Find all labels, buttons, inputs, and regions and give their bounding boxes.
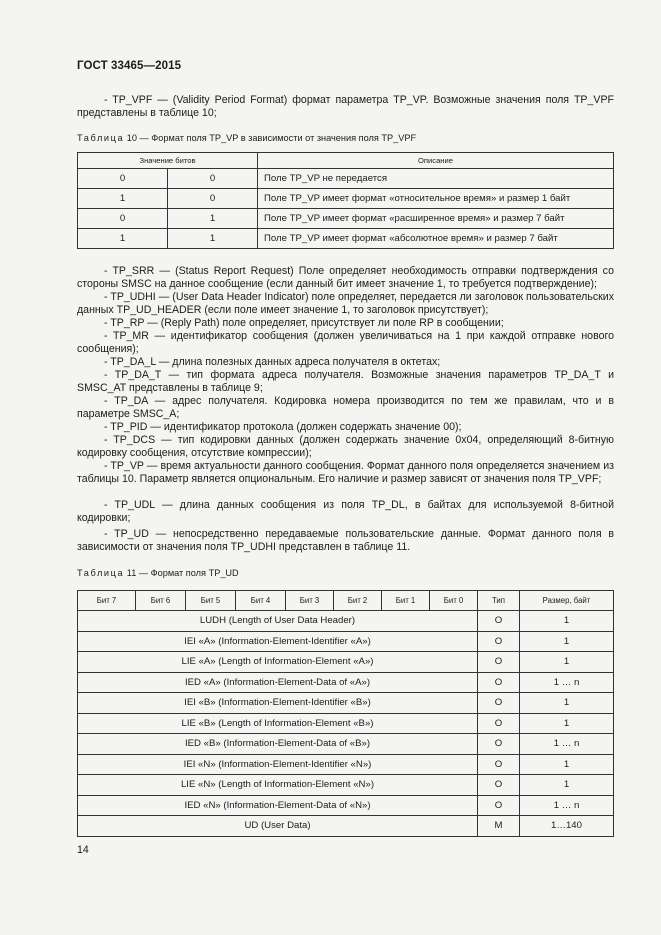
body-paragraph: - TP_DA_T — тип формата адреса получателя. Возможные значения параметров TP_DA_T и SMSC_AT представлены в таблице 9; xyxy=(77,369,614,394)
table10-caption-text: 10 — Формат поля TP_VP в зависимости от значения поля TP_VPF xyxy=(124,133,417,143)
table-row xyxy=(78,209,614,229)
table11-cell-type: O xyxy=(478,652,520,673)
table11 xyxy=(77,590,614,837)
table11-cell-size: 1 xyxy=(520,775,614,796)
table11-cell-field: LIE «B» (Length of Information-Element «B») xyxy=(78,713,478,734)
table10-cell-description: Поле TP_VP имеет формат «абсолютное время» и размер 7 байт xyxy=(258,229,614,249)
table11-caption-label: Таблица xyxy=(77,568,125,578)
table11-caption-text: 11 — Формат поля TP_UD xyxy=(124,568,239,578)
table11-cell-field: UD (User Data) xyxy=(78,816,478,837)
body-paragraph: - TP_DCS — тип кодировки данных (должен содержать значение 0x04, определяющий 8-битную кодировку сообщения, отсутствие компрессии); xyxy=(77,434,614,459)
body-paragraph: - TP_MR — идентификатор сообщения (должен увеличиваться на 1 при каждой отправке нового сообщения); xyxy=(77,330,614,355)
table11-cell-size: 1…140 xyxy=(520,816,614,837)
table10-cell-bit: 1 xyxy=(78,189,168,209)
table10-header-row xyxy=(78,153,614,169)
table10-cell-description: Поле TP_VP имеет формат «расширенное время» и размер 7 байт xyxy=(258,209,614,229)
table-row xyxy=(78,693,614,714)
table11-header-cell: Бит 1 xyxy=(382,591,430,611)
table11-cell-field: LIE «N» (Length of Information-Element «N») xyxy=(78,775,478,796)
table10-cell-bit: 1 xyxy=(168,209,258,229)
table-row xyxy=(78,189,614,209)
table10-header-bits: Значение битов xyxy=(78,153,258,169)
table-row xyxy=(78,631,614,652)
table11-cell-size: 1 xyxy=(520,754,614,775)
table10-caption-label: Таблица xyxy=(77,133,125,143)
body-paragraph: - TP_RP — (Reply Path) поле определяет, присутствует ли поле RP в сообщении; xyxy=(104,317,504,329)
table-row xyxy=(78,816,614,837)
table11-cell-type: O xyxy=(478,754,520,775)
body-paragraph: - TP_SRR — (Status Report Request) Поле определяет необходимость отправки подтверждения со стороны SMSC на данное сообщение (если данный бит имеет значение 1, то требуется подтверждение); xyxy=(77,265,614,290)
table10-cell-bit: 0 xyxy=(168,189,258,209)
body-paragraph: - TP_VP — время актуальности данного сообщения. Формат данного поля определяется значением из таблицы 10. Параметр является опциональным. Его наличие и размер зависят от значения поля TP_VPF; xyxy=(77,460,614,485)
table11-header-cell: Бит 5 xyxy=(186,591,236,611)
body-paragraph: - TP_DA — адрес получателя. Кодировка номера производится по тем же правилам, что и в параметре SMSC_A; xyxy=(77,395,614,420)
table11-header-cell: Бит 4 xyxy=(236,591,286,611)
table11-cell-type: O xyxy=(478,734,520,755)
table10-cell-description: Поле TP_VP имеет формат «относительное время» и размер 1 байт xyxy=(258,189,614,209)
table11-header-cell: Бит 6 xyxy=(136,591,186,611)
table11-cell-size: 1 xyxy=(520,631,614,652)
table11-cell-type: O xyxy=(478,672,520,693)
table11-cell-type: O xyxy=(478,795,520,816)
table11-header-cell: Бит 7 xyxy=(78,591,136,611)
intro-paragraph: - TP_VPF — (Validity Period Format) формат параметра TP_VP. Возможные значения поля TP_VPF представлены в таблице 10; xyxy=(77,94,614,119)
table11-header-cell: Тип xyxy=(478,591,520,611)
table-row xyxy=(78,169,614,189)
table11-cell-size: 1 … n xyxy=(520,672,614,693)
table11-header-cell: Размер, байт xyxy=(520,591,614,611)
table11-cell-field: LUDH (Length of User Data Header) xyxy=(78,611,478,632)
table10-caption xyxy=(77,133,416,144)
table11-cell-type: O xyxy=(478,631,520,652)
body-paragraph: - TP_PID — идентификатор протокола (должен содержать значение 00); xyxy=(104,421,462,433)
table11-cell-field: IEI «A» (Information-Element-Identifier «A») xyxy=(78,631,478,652)
table-row xyxy=(78,652,614,673)
table11-cell-type: O xyxy=(478,611,520,632)
table-row xyxy=(78,672,614,693)
table11-header-row xyxy=(78,591,614,611)
table10 xyxy=(77,152,614,249)
table11-cell-size: 1 xyxy=(520,713,614,734)
table11-cell-type: O xyxy=(478,693,520,714)
table-row xyxy=(78,775,614,796)
table10-cell-bit: 0 xyxy=(78,209,168,229)
table11-cell-size: 1 … n xyxy=(520,734,614,755)
table10-cell-description: Поле TP_VP не передается xyxy=(258,169,614,189)
table11-header-cell: Бит 0 xyxy=(430,591,478,611)
table11-cell-size: 1 xyxy=(520,652,614,673)
body-paragraph: - TP_UD — непосредственно передаваемые пользовательские данные. Формат данного поля в зависимости от значения поля TP_UDHI представлен в таблице 11. xyxy=(77,528,614,553)
table11-cell-field: LIE «A» (Length of Information-Element «A») xyxy=(78,652,478,673)
table11-cell-field: IED «B» (Information-Element-Data of «B») xyxy=(78,734,478,755)
table11-cell-size: 1 … n xyxy=(520,795,614,816)
table-row xyxy=(78,734,614,755)
table11-header-cell: Бит 3 xyxy=(286,591,334,611)
table11-cell-field: IEI «B» (Information-Element-Identifier «B») xyxy=(78,693,478,714)
table11-caption xyxy=(77,568,239,579)
table10-header-description: Описание xyxy=(258,153,614,169)
table11-cell-type: O xyxy=(478,713,520,734)
table-row xyxy=(78,795,614,816)
table11-cell-field: IED «N» (Information-Element-Data of «N») xyxy=(78,795,478,816)
table-row xyxy=(78,229,614,249)
table10-cell-bit: 1 xyxy=(78,229,168,249)
table11-cell-size: 1 xyxy=(520,693,614,714)
table11-cell-type: O xyxy=(478,775,520,796)
table11-cell-field: IEI «N» (Information-Element-Identifier «N») xyxy=(78,754,478,775)
table11-cell-size: 1 xyxy=(520,611,614,632)
body-paragraph: - TP_UDL — длина данных сообщения из поля TP_DL, в байтах для используемой 8-битной кодировки; xyxy=(77,499,614,524)
table-row xyxy=(78,754,614,775)
standard-header: ГОСТ 33465—2015 xyxy=(77,60,182,72)
table11-header-cell: Бит 2 xyxy=(334,591,382,611)
table-row xyxy=(78,611,614,632)
table11-cell-type: M xyxy=(478,816,520,837)
page-number: 14 xyxy=(77,844,89,856)
table10-cell-bit: 0 xyxy=(78,169,168,189)
table11-cell-field: IED «A» (Information-Element-Data of «A») xyxy=(78,672,478,693)
table-row xyxy=(78,713,614,734)
table10-cell-bit: 1 xyxy=(168,229,258,249)
body-paragraph: - TP_DA_L — длина полезных данных адреса получателя в октетах; xyxy=(104,356,441,368)
table10-cell-bit: 0 xyxy=(168,169,258,189)
body-paragraph: - TP_UDHI — (User Data Header Indicator) поле определяет, передается ли заголовок пользовательских данных TP_UD_HEADER (если поле имеет значение 1, то заголовок присутствует); xyxy=(77,291,614,316)
